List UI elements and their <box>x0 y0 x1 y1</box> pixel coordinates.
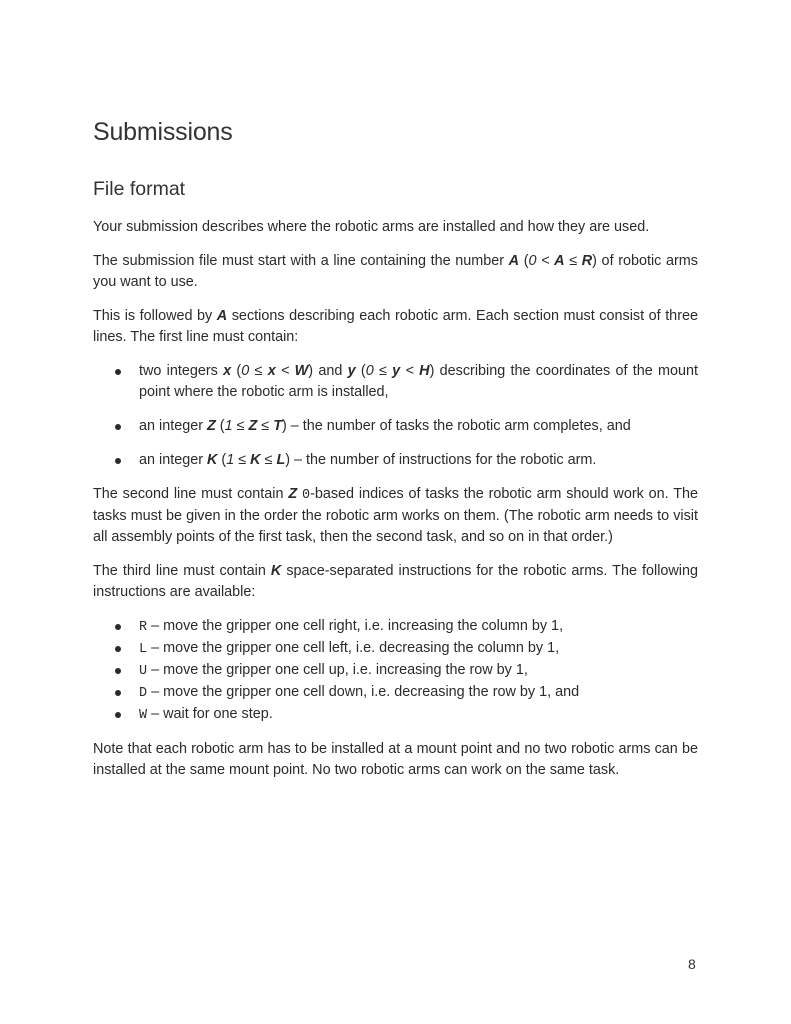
text: The submission file must start with a line containing the number <box>93 253 509 269</box>
text: ) of robotic arms you want to use. <box>93 253 698 290</box>
paragraph-note: Note that each robotic arm has to be installed at a mount point and no two robotic arms can be installed at the same mount point. No two robotic arms can work on the same task. <box>93 741 698 778</box>
paragraph-third-line <box>93 561 698 603</box>
list-item <box>93 616 698 638</box>
text: ( <box>217 452 227 468</box>
var-Z: Z <box>248 418 258 434</box>
var-Z: Z <box>288 486 298 502</box>
var-T: T <box>273 418 283 434</box>
instruction-code: U <box>139 664 148 679</box>
var-W: W <box>294 363 309 379</box>
text: ( <box>215 418 225 434</box>
content <box>93 217 698 794</box>
var-K: K <box>250 452 261 468</box>
instruction-code: W <box>139 708 148 723</box>
text: 1 ≤ <box>224 418 249 434</box>
instruction-text: – move the gripper one cell left, i.e. decreasing the column by 1, <box>147 640 560 656</box>
paragraph-sections <box>93 306 698 348</box>
var-y: y <box>347 363 356 379</box>
list-item <box>93 682 698 704</box>
text: ) and <box>308 363 348 379</box>
var-y: y <box>392 363 401 379</box>
text: sections describing each robotic arm. Each section must consist of three lines. The first line must contain: <box>93 308 698 345</box>
text: < <box>536 253 555 269</box>
instruction-text: – move the gripper one cell up, i.e. increasing the row by 1, <box>147 662 528 678</box>
instruction-code: D <box>139 686 148 701</box>
text: < <box>275 363 295 379</box>
text: ( <box>355 363 366 379</box>
text: The second line must contain <box>93 486 289 502</box>
text: 0 ≤ <box>241 363 268 379</box>
text: an integer <box>139 418 208 434</box>
var-x: x <box>223 363 232 379</box>
list-item <box>93 450 698 471</box>
text: ≤ <box>564 253 582 269</box>
var-H: H <box>419 363 430 379</box>
text: ) – the number of tasks the robotic arm completes, and <box>282 418 631 434</box>
text: -based indices of tasks the robotic arm should work on. The tasks must be given in the order the robotic arm works on them. (The robotic arm needs to visit all assembly points of the first task, then the second task, and so on in that order.) <box>93 486 699 545</box>
text: This is followed by <box>93 308 217 324</box>
text: 1 ≤ <box>226 452 251 468</box>
list-item <box>93 361 698 403</box>
page-heading: Submissions <box>93 118 233 146</box>
text: ( <box>231 363 242 379</box>
instructions-list <box>93 616 698 726</box>
var-A: A <box>508 253 520 269</box>
text: ) describing the coordinates of the mount point where the robotic arm is installed, <box>139 363 699 400</box>
instruction-text: – wait for one step. <box>147 706 273 722</box>
instruction-code: L <box>139 642 148 657</box>
paragraph-first-line <box>93 251 698 293</box>
text: < <box>400 363 420 379</box>
list-item <box>93 638 698 660</box>
list-item <box>93 660 698 682</box>
text: 0 <box>528 253 537 269</box>
text: 0 ≤ <box>365 363 393 379</box>
list-item <box>93 704 698 726</box>
text: space-separated instructions for the robotic arms. The following instructions are available: <box>93 563 698 600</box>
var-R: R <box>581 253 593 269</box>
var-Z: Z <box>207 418 216 434</box>
var-L: L <box>276 452 286 468</box>
var-x: x <box>267 363 276 379</box>
var-A: A <box>554 253 565 269</box>
text: ≤ <box>260 452 277 468</box>
text: an integer <box>139 452 208 468</box>
var-K: K <box>270 563 282 579</box>
section-heading: File format <box>93 178 186 200</box>
text: ≤ <box>257 418 274 434</box>
instruction-text: – move the gripper one cell down, i.e. decreasing the row by 1, and <box>147 684 580 700</box>
text: ( <box>519 253 529 269</box>
var-K: K <box>207 452 218 468</box>
first-line-list <box>93 361 698 471</box>
text: two integers <box>139 363 224 379</box>
var-A: A <box>216 308 228 324</box>
code-zero: 0 <box>301 488 311 503</box>
paragraph-second-line <box>93 484 698 548</box>
list-item <box>93 416 698 437</box>
page-number: 8 <box>688 956 696 972</box>
instruction-code: R <box>139 620 148 635</box>
instruction-text: – move the gripper one cell right, i.e. increasing the column by 1, <box>147 618 564 634</box>
paragraph-intro: Your submission describes where the robotic arms are installed and how they are used. <box>93 219 650 235</box>
text: The third line must contain <box>93 563 271 579</box>
text: ) – the number of instructions for the robotic arm. <box>285 452 597 468</box>
